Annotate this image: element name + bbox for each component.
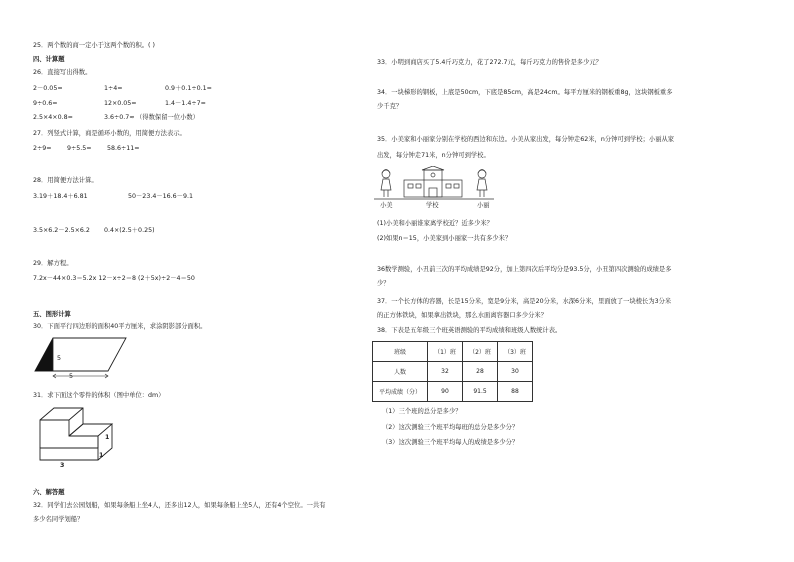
table-row: [373, 362, 533, 382]
step-block-figure: [36, 402, 116, 464]
q28-item: 50－23.4－16.6－9.1: [128, 193, 193, 200]
window-icon: [416, 184, 421, 188]
girl-dress-icon: [381, 179, 391, 190]
q26-item: 9÷0.6=: [33, 100, 58, 107]
question-26: 26．直接写出得数。: [33, 69, 92, 76]
window-icon: [454, 184, 459, 188]
base-label: 5: [69, 373, 74, 380]
section-4-heading: 四、计算题: [33, 56, 65, 63]
question-38-part-1: （1）三个班的总分是多少？: [382, 408, 462, 415]
window-icon: [408, 184, 413, 188]
q28-item: 0.4×(2.5＋0.25): [104, 227, 155, 234]
height-label: 5: [57, 355, 62, 362]
table-cell: （3）班: [498, 342, 533, 362]
dimension-label: 1: [105, 434, 110, 441]
block-front-bottom: [40, 448, 98, 460]
q26-item: 12×0.05=: [104, 100, 137, 107]
dimension-label: 1: [99, 452, 104, 459]
table-cell: 人数: [373, 362, 428, 382]
figure-label-xiaomei: 小美: [380, 202, 393, 209]
question-31: 31．求下面这个零件的体积（图中单位：dm）: [33, 392, 165, 399]
question-28: 28．用简便方法计算。: [33, 177, 98, 184]
question-25: 25．两个数的商一定小于这两个数的积。( ): [33, 42, 155, 49]
table-row: [373, 382, 533, 402]
question-36: 36数学测验，小丑前三次的平均成绩是92分，加上第四次后平均分是93.5分，小丑第四次测验的成绩是多: [377, 266, 672, 273]
figure-label-school: 学校: [426, 202, 439, 209]
table-cell: 91.5: [463, 382, 498, 402]
question-30: 30．下面平行四边形的面积40平方厘米，求涂阴影部分面积。: [33, 323, 207, 330]
question-32-cont: 多少名同学划船？: [33, 516, 84, 523]
question-35-cont: 出发，每分钟走71米，n分钟可到学校。: [377, 152, 490, 159]
table-header-row: [373, 342, 533, 362]
question-35: 35．小美家和小丽家分别在学校的西边和东边。小美从家出发，每分钟走62米，n分钟可到学校；小丽从家: [377, 136, 675, 143]
window-icon: [446, 184, 451, 188]
question-38-part-2: （2）这次测验三个班平均每班的总分是多少分？: [382, 424, 519, 431]
q26-item: 1÷4=: [104, 85, 123, 92]
question-32: 32．同学们去公园划船，如果每条船上坐4人，还多出12人，如果每条船上坐5人，还有4个空位。一共有: [33, 502, 326, 509]
q26-item: 2－0.05=: [33, 85, 63, 92]
question-34-cont: 少千克？: [377, 103, 403, 110]
q28-item: 3.5×6.2－2.5×6.2: [33, 227, 90, 234]
q26-note: （得数保留一位小数）: [136, 114, 199, 121]
table-cell: 32: [428, 362, 463, 382]
question-35-part-2: (2)如果n＝15，小美家到小丽家一共有多少米？: [377, 235, 512, 242]
question-34: 34．一块梯形的钢板，上底是50cm，下底是85cm，高是24cm。每平方厘米的钢板重8g，这块钢板重多: [377, 89, 673, 96]
dimension-label: 3: [60, 462, 65, 469]
q26-item: 2.5×4×0.8=: [33, 114, 73, 121]
q27-item: 58.6÷11=: [107, 145, 140, 152]
table-cell: 88: [498, 382, 533, 402]
table-cell: （1）班: [428, 342, 463, 362]
q28-item: 3.19＋18.4＋6.81: [33, 193, 88, 200]
question-29: 29．解方程。: [33, 260, 73, 267]
question-36-cont: 少？: [377, 280, 390, 287]
school-door-icon: [429, 188, 437, 197]
table-cell: （2）班: [463, 342, 498, 362]
q26-item: 0.9＋0.1÷0.1=: [165, 85, 212, 92]
score-table: [372, 341, 533, 402]
section-6-heading: 六、解答题: [33, 489, 65, 496]
table-cell: 班级: [373, 342, 428, 362]
table-cell: 平均成绩（分）: [373, 382, 428, 402]
question-35-part-1: (1)小美和小丽谁家离学校近？近多少米？: [377, 220, 493, 227]
q27-item: 2÷9=: [33, 145, 52, 152]
school-clock-icon: [431, 173, 435, 177]
table-cell: 28: [463, 362, 498, 382]
school-roof-icon: [422, 166, 444, 170]
girl-dress-icon: [477, 179, 487, 190]
table-cell: 90: [428, 382, 463, 402]
q29-equations: 7.2x－44×0.3＝5.2x 12－x÷2＝8 (2＋5x)÷2－4＝50: [33, 275, 195, 282]
edge-line: [69, 408, 83, 420]
question-38-part-3: （3）这次测验三个班平均每人的成绩是多少分？: [382, 439, 519, 446]
q26-item: 1.4－1.4÷7=: [165, 100, 206, 107]
school-tower-icon: [424, 170, 442, 197]
section-5-heading: 五、图形计算: [33, 311, 71, 318]
figure-label-xiaoli: 小丽: [477, 202, 490, 209]
table-cell: 30: [498, 362, 533, 382]
block-top-upper: [40, 408, 83, 436]
question-37-cont: 的正方体铁块，如果拿出铁块，那么水面离容器口多少分米？: [377, 312, 548, 319]
q27-item: 9÷5.5=: [67, 145, 92, 152]
question-37: 37．一个长方体的容器，长是15分米，宽是9分米，高是20分米，水深6分米，里面放了一块棱长为3分米: [377, 298, 672, 305]
question-33: 33．小明到商店买了5.4斤巧克力，花了272.7元，每斤巧克力的售价是多少元？: [377, 59, 602, 66]
question-38: 38．下表是五年级三个班英语测验的平均成绩和班级人数统计表。: [377, 327, 562, 334]
parallelogram-figure: [30, 335, 130, 380]
question-27: 27．列竖式计算，商是循环小数的，用简便方法表示。: [33, 130, 186, 137]
q26-item: 3.6÷0.7≈: [104, 114, 135, 121]
school-building-icon: [404, 180, 462, 197]
